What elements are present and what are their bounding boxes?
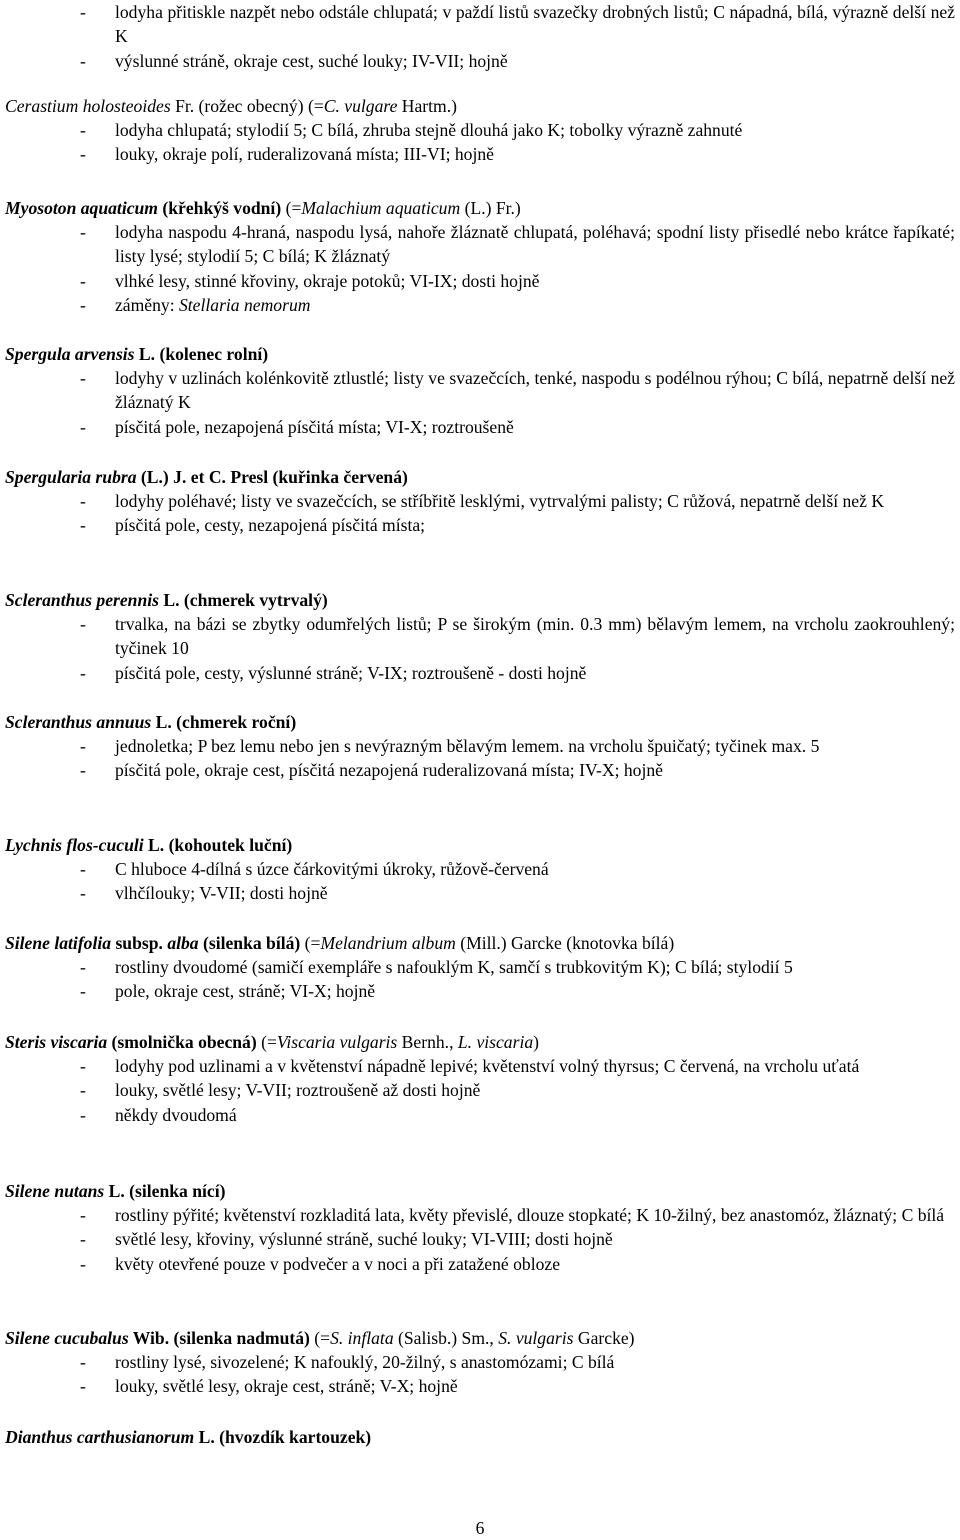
species-entry [5, 588, 955, 685]
bullet-dash: - [80, 1080, 86, 1101]
title-segment: S. vulgaris [498, 1328, 574, 1348]
title-segment: Bernh., [397, 1032, 458, 1052]
bullet-item [5, 1252, 955, 1276]
title-segment: (L.) J. et C. Presl (kuřinka červená) [136, 467, 408, 487]
title-segment: C. vulgare [323, 96, 398, 116]
title-segment: (silenka bílá) [198, 933, 301, 953]
title-segment: L. (hvozdík kartouzek) [194, 1427, 372, 1447]
bullet-text: lodyha přitiskle nazpět nebo odstále chlupatá; v paždí listů svazečky drobných listů; C nápadná, bílá, výrazně delší než K [115, 2, 955, 47]
bullet-text: lodyhy v uzlinách kolénkovitě ztlustlé; listy ve svazečcích, tenké, naspodu s podélnou rýhou; C bílá, nepatrně delší než žláznatý K [115, 368, 955, 413]
bullet-dash: - [80, 1056, 86, 1076]
bullet-text: záměny: [115, 295, 179, 316]
bullet-dash: - [80, 1352, 86, 1372]
title-segment: Steris viscaria [5, 1032, 108, 1052]
title-segment: Scleranthus annuus [5, 712, 152, 732]
bullet-text: rostliny pýřité; květenství rozkladitá lata, květy převislé, dlouze stopkaté; K 10-žilný, bez anastomóz, žláznatý; C bílá [115, 1205, 945, 1225]
title-segment: ) [533, 1032, 539, 1052]
title-segment: Silene nutans [5, 1181, 105, 1201]
bullet-text: vlhčílouky; V-VII; dosti hojně [115, 883, 328, 904]
bullet-text: písčitá pole, okraje cest, písčitá nezapojená ruderalizovaná místa; IV-X; hojně [115, 760, 663, 781]
bullet-text: výslunné stráně, okraje cest, suché louky; IV-VII; hojně [115, 50, 508, 71]
title-segment: Cerastium holosteoides [5, 96, 171, 116]
species-title [5, 465, 955, 489]
species-title [5, 196, 955, 220]
bullet-text: louky, světlé lesy, okraje cest, stráně; V-X; hojně [115, 1376, 458, 1397]
bullet-text: květy otevřené pouze v podvečer a v noci a při zatažené obloze [115, 1253, 560, 1274]
title-segment: L. (kohoutek luční) [143, 835, 293, 855]
title-segment: (rožec obecný) [198, 96, 304, 116]
bullet-item [5, 1350, 955, 1374]
bullet-text: jednoletka; P bez lemu nebo jen s nevýrazným bělavým lemem. na vrcholu špuičatý; tyčinek max. 5 [115, 736, 820, 756]
species-title [5, 931, 955, 955]
bullet-dash: - [80, 50, 86, 71]
bullet-item [5, 734, 955, 758]
bullet-text: rostliny lysé, sivozelené; K nafouklý, 20-žilný, s anastomózami; C bílá [115, 1352, 615, 1372]
bullet-dash: - [80, 120, 86, 140]
bullet-item [5, 612, 955, 661]
bullet-dash: - [80, 1229, 86, 1250]
species-entry [5, 931, 955, 1004]
title-segment: alba [167, 933, 199, 953]
bullet-item [5, 1227, 955, 1251]
title-segment: (Salisb.) Sm., [393, 1328, 499, 1348]
bullet-text: C hluboce 4-dílná s úzce čárkovitými úkroky, růžově-červená [115, 859, 549, 879]
bullet-dash: - [80, 1205, 86, 1225]
species-entry [5, 0, 955, 73]
bullet-item [5, 857, 955, 881]
bullet-item [5, 661, 955, 685]
species-entry [5, 1425, 955, 1449]
bullet-text: písčitá pole, cesty, výslunné stráně; V-IX; roztroušeně - dosti hojně [115, 662, 587, 683]
bullet-item [5, 0, 955, 49]
bullet-text: někdy dvoudomá [115, 1104, 237, 1125]
species-entry [5, 1179, 955, 1276]
bullet-item [5, 366, 955, 415]
bullet-dash: - [80, 859, 86, 879]
title-segment: Fr. [170, 96, 199, 116]
bullet-item [5, 49, 955, 73]
species-title [5, 1326, 955, 1350]
title-segment: Malachium aquaticum [301, 198, 461, 218]
species-title [5, 1425, 955, 1449]
bullet-dash: - [80, 1253, 86, 1274]
bullet-item [5, 1054, 955, 1078]
bullet-dash: - [80, 222, 86, 242]
bullet-text-italic: Stellaria nemorum [179, 295, 311, 316]
title-segment: L. (chmerek vytrvalý) [159, 590, 328, 610]
title-segment: (= [300, 933, 321, 953]
bullet-dash: - [80, 614, 86, 634]
bullet-text: trvalka, na bázi se zbytky odumřelých listů; P se širokým (min. 0.3 mm) bělavým lemem, na vrcholu zaokrouhlený; tyčinek 10 [115, 614, 955, 659]
title-segment: S. inflata [330, 1328, 394, 1348]
bullet-item [5, 955, 955, 979]
species-entry [5, 1030, 955, 1127]
bullet-dash: - [80, 491, 86, 511]
title-segment: Silene cucubalus [5, 1328, 129, 1348]
bullet-dash: - [80, 2, 86, 22]
bullet-item [5, 415, 955, 439]
species-title [5, 833, 955, 857]
bullet-dash: - [80, 883, 86, 904]
title-segment: Melandrium album [320, 933, 456, 953]
bullet-dash: - [80, 1104, 86, 1125]
title-segment: (= [256, 1032, 277, 1052]
title-segment: L. (chmerek roční) [151, 712, 297, 732]
species-entry [5, 1326, 955, 1399]
bullet-text: světlé lesy, křoviny, výslunné stráně, suché louky; VI-VIII; dosti hojně [115, 1229, 613, 1250]
bullet-item [5, 1103, 955, 1127]
bullet-text: rostliny dvoudomé (samičí exempláře s nafouklým K, samčí s trubkovitým K); C bílá; stylodií 5 [115, 957, 793, 977]
species-title [5, 710, 955, 734]
bullet-dash: - [80, 144, 86, 165]
species-entry [5, 465, 955, 538]
title-segment: L. (kolenec rolní) [134, 344, 269, 364]
title-segment: Spergula arvensis [5, 344, 135, 364]
bullet-text: vlhké lesy, stinné křoviny, okraje potoků; VI-IX; dosti hojně [115, 270, 540, 291]
bullet-item [5, 979, 955, 1003]
species-entry [5, 710, 955, 783]
title-segment: (= [281, 198, 302, 218]
bullet-text: lodyha naspodu 4-hraná, naspodu lysá, nahoře žláznatě chlupatá, poléhavá; spodní listy přisedlé nebo krátce řapíkaté; listy lysé; stylodií 5; C bílá; K žláznatý [115, 222, 955, 267]
bullet-dash: - [80, 957, 86, 977]
title-segment: (křehkýš vodní) [158, 198, 282, 218]
bullet-item [5, 513, 955, 537]
title-segment: (Mill.) Garcke (knotovka bílá) [455, 933, 675, 953]
bullet-item [5, 758, 955, 782]
bullet-dash: - [80, 515, 86, 536]
title-segment: Garcke) [573, 1328, 635, 1348]
bullet-item [5, 1374, 955, 1398]
bullet-dash: - [80, 760, 86, 781]
bullet-text: písčitá pole, cesty, nezapojená písčitá místa; [115, 515, 426, 536]
bullet-text: louky, okraje polí, ruderalizovaná místa; III-VI; hojně [115, 144, 494, 165]
species-entry [5, 833, 955, 906]
bullet-dash: - [80, 662, 86, 683]
title-segment: (= [309, 1328, 331, 1348]
species-entry [5, 94, 955, 167]
species-title [5, 342, 955, 366]
title-segment: Scleranthus perennis [5, 590, 159, 610]
bullet-text: lodyhy poléhavé; listy ve svazečcích, se stříbřitě lesklými, vytrvalými palisty; C růžová, nepatrně delší než K [115, 491, 885, 511]
title-segment: Hartm.) [397, 96, 457, 116]
bullet-dash: - [80, 368, 86, 388]
bullet-item [5, 293, 955, 317]
bullet-text: písčitá pole, nezapojená písčitá místa; VI-X; roztroušeně [115, 416, 514, 437]
species-entry [5, 342, 955, 439]
title-segment: Dianthus carthusianorum [5, 1427, 195, 1447]
title-segment: (L.) Fr.) [460, 198, 521, 218]
bullet-dash: - [80, 736, 86, 756]
bullet-item [5, 1203, 955, 1227]
title-segment: Spergularia rubra [5, 467, 137, 487]
bullet-dash: - [80, 1376, 86, 1397]
page-number: 6 [475, 1518, 485, 1538]
bullet-item [5, 269, 955, 293]
bullet-item [5, 118, 955, 142]
title-segment: Wib. (silenka nadmutá) [128, 1328, 310, 1348]
bullet-item [5, 1078, 955, 1102]
bullet-dash: - [80, 416, 86, 437]
bullet-text: pole, okraje cest, stráně; VI-X; hojně [115, 981, 376, 1002]
title-segment: Viscaria vulgaris [276, 1032, 398, 1052]
title-segment: subsp. [111, 933, 168, 953]
species-title [5, 1030, 955, 1054]
bullet-item [5, 489, 955, 513]
bullet-text: lodyha chlupatá; stylodií 5; C bílá, zhruba stejně dlouhá jako K; tobolky výrazně zahnuté [115, 120, 743, 140]
title-segment: L. viscaria [457, 1032, 534, 1052]
title-segment: Silene latifolia [5, 933, 112, 953]
bullet-text: louky, světlé lesy; V-VII; roztroušeně až dosti hojně [115, 1080, 481, 1101]
title-segment: (= [303, 96, 324, 116]
bullet-item [5, 142, 955, 166]
species-entry [5, 196, 955, 318]
title-segment: Lychnis flos-cuculi [5, 835, 144, 855]
title-segment: (smolnička obecná) [107, 1032, 257, 1052]
title-segment: Myosoton aquaticum [5, 198, 158, 218]
bullet-text: lodyhy pod uzlinami a v květenství nápadně lepivé; květenství volný thyrsus; C červená, na vrcholu uťatá [115, 1056, 860, 1076]
species-title [5, 94, 955, 118]
bullet-dash: - [80, 295, 86, 316]
bullet-item [5, 881, 955, 905]
bullet-dash: - [80, 270, 86, 291]
bullet-item [5, 220, 955, 269]
title-segment: L. (silenka nící) [104, 1181, 226, 1201]
species-title [5, 588, 955, 612]
bullet-dash: - [80, 981, 86, 1002]
species-title [5, 1179, 955, 1203]
